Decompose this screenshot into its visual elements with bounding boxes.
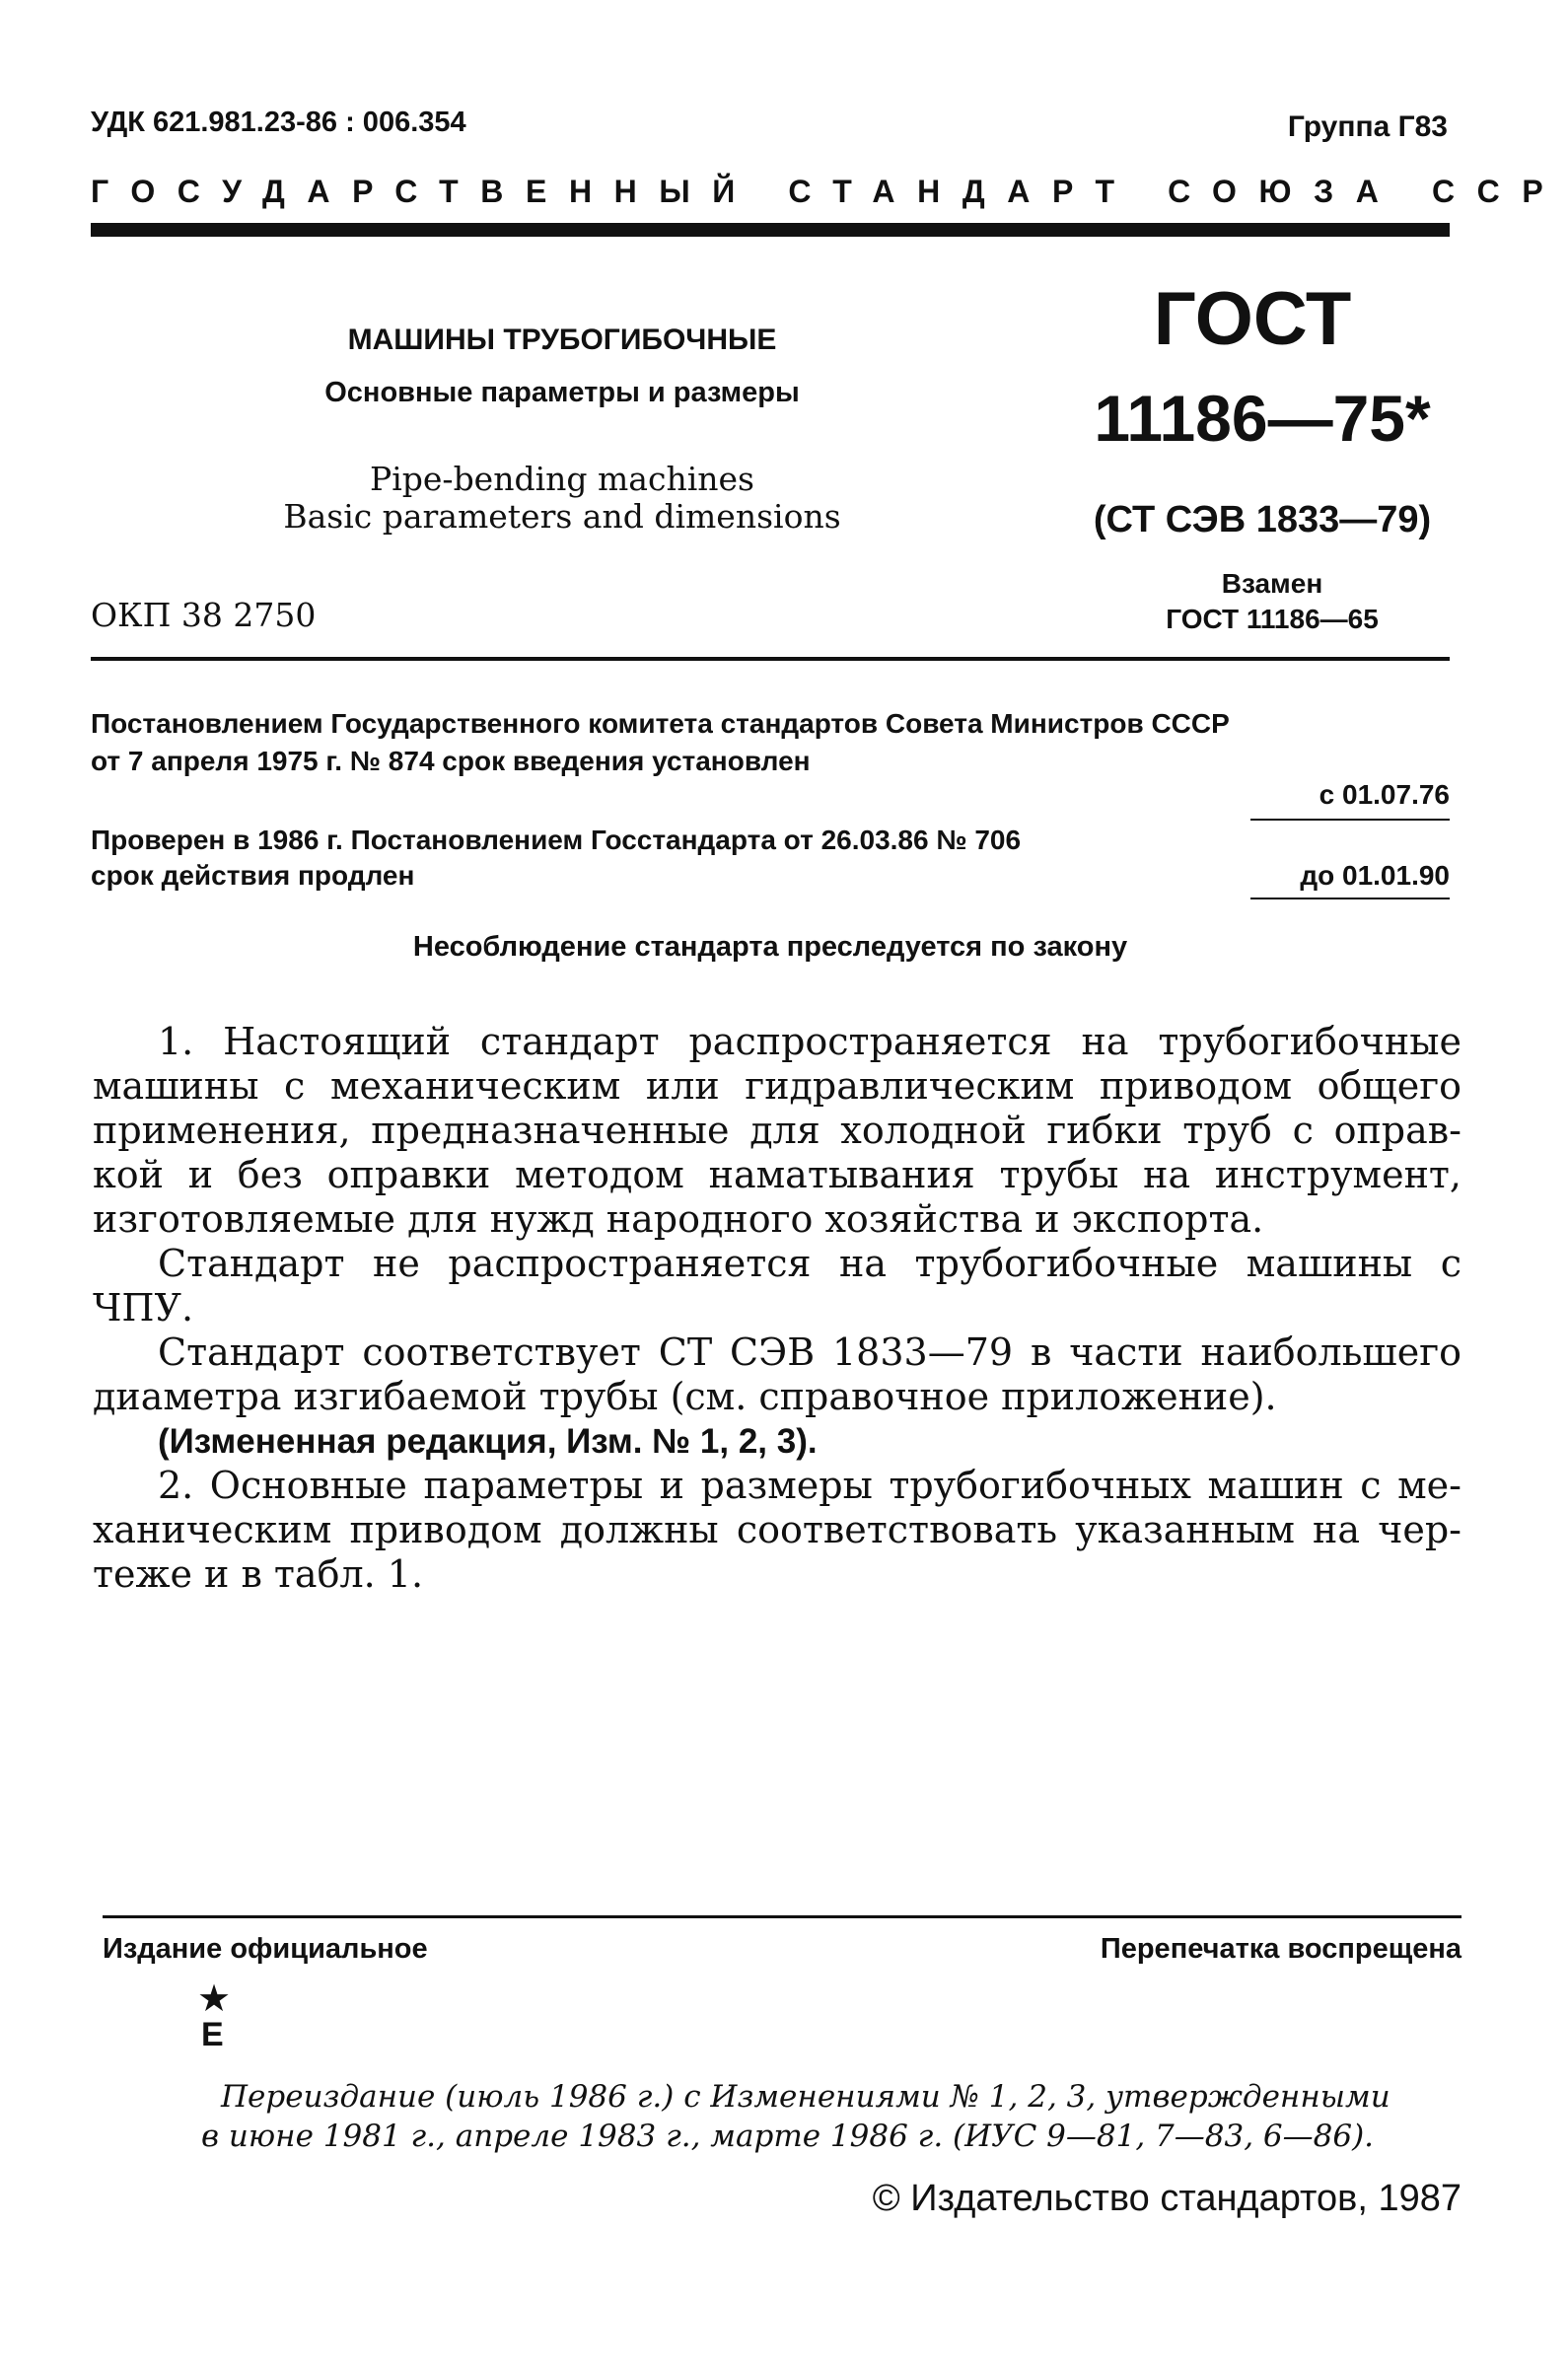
reissue-line1: Переиздание (июль 1986 г.) с Изменениями № 1, 2, 3, утвержденными	[221, 2079, 1390, 2115]
paragraph-1-line: 1. Настоящий стандарт распространяется на трубогибочные	[158, 1020, 1461, 1063]
reprint-prohibited: Перепечатка воспрещена	[1100, 1933, 1461, 1965]
udk-code: УДК 621.981.23-86 : 006.354	[91, 107, 466, 138]
legal-warning: Несоблюдение стандарта преследуется по закону	[412, 931, 1128, 963]
paragraph-4-line: ханическим приводом должны соответствовать указанным на чер-	[93, 1508, 1461, 1551]
body-text	[93, 1020, 1461, 1597]
date-from-rule	[1250, 819, 1450, 821]
date-from: с 01.07.76	[1319, 779, 1450, 810]
replaces-gost: ГОСТ 11186—65	[1166, 604, 1379, 634]
check-line2: срок действия продлен	[91, 860, 415, 891]
paragraph-4-line: 2. Основные параметры и размеры трубогибочных машин с ме-	[158, 1464, 1461, 1507]
subtitle-en: Basic parameters and dimensions	[283, 497, 841, 536]
paragraph-2-line: Стандарт не распространяется на трубогибочные машины с	[158, 1242, 1461, 1285]
check-line1: Проверен в 1986 г. Постановлением Госстандарта от 26.03.86 № 706	[91, 825, 1022, 855]
paragraph-3-line: Стандарт соответствует СТ СЭВ 1833—79 в части наибольшего	[158, 1330, 1461, 1374]
title-ru: МАШИНЫ ТРУБОГИБОЧНЫЕ	[347, 323, 777, 356]
star-icon: ★	[197, 1976, 232, 2020]
paragraph-1-line: применения, предназначенные для холодной гибки труб с оправ-	[93, 1109, 1461, 1152]
okp-code: ОКП 38 2750	[91, 596, 317, 634]
amendment-note: (Измененная редакция, Изм. № 1, 2, 3).	[158, 1422, 818, 1461]
paragraph-3-line: диаметра изгибаемой трубы (см. справочное приложение).	[93, 1375, 1277, 1418]
decree-line1: Постановлением Государственного комитета стандартов Совета Министров СССР	[91, 708, 1230, 739]
banner: ГОСУДАРСТВЕННЫЙ СТАНДАРТ СОЮЗА ССР	[91, 174, 1566, 209]
date-to: до 01.01.90	[1300, 860, 1450, 891]
paragraph-1-line: кой и без оправки методом наматывания трубы на инструмент,	[93, 1153, 1461, 1196]
replaces-label: Взамен	[1221, 568, 1323, 599]
gost-number: 11186—75*	[1094, 382, 1431, 455]
paragraph-2-line: ЧПУ.	[93, 1286, 194, 1329]
header-rule	[91, 223, 1450, 237]
date-to-rule	[1250, 898, 1450, 899]
sev-number: (СТ СЭВ 1833—79)	[1093, 499, 1432, 540]
paragraph-1-line: изготовляемые для нужд народного хозяйства и экспорта.	[93, 1197, 1264, 1241]
group-code: Группа Г83	[1287, 110, 1448, 143]
letter-e-mark: Е	[201, 2016, 224, 2053]
title-en: Pipe-bending machines	[370, 460, 754, 498]
official-edition: Издание официальное	[103, 1933, 428, 1965]
decree-line2: от 7 апреля 1975 г. № 874 срок введения установлен	[91, 746, 811, 776]
paragraph-1-line: машины с механическим или гидравлическим приводом общего	[93, 1064, 1461, 1108]
paragraph-4-line: теже и в табл. 1.	[93, 1552, 424, 1596]
title-rule	[91, 657, 1450, 661]
reissue-line2: в июне 1981 г., апреле 1983 г., марте 1986 г. (ИУС 9—81, 7—83, 6—86).	[201, 2119, 1375, 2154]
publisher: © Издательство стандартов, 1987	[872, 2178, 1461, 2219]
gost-word: ГОСТ	[1153, 277, 1352, 361]
footer-rule	[103, 1915, 1461, 1918]
subtitle-ru: Основные параметры и размеры	[324, 377, 800, 408]
